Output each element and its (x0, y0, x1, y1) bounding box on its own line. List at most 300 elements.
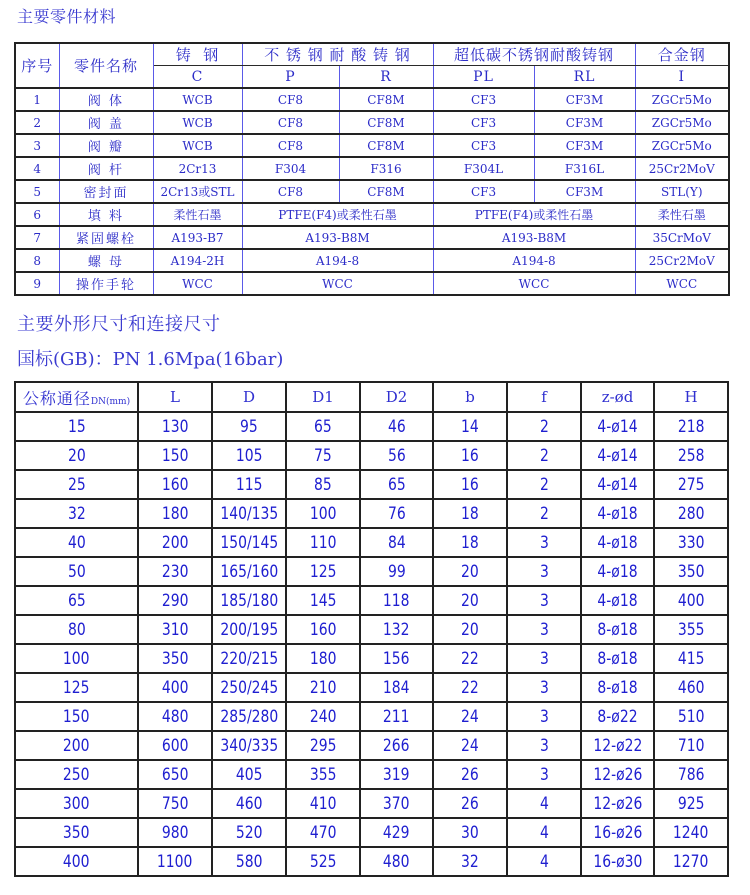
cell-value: 400 (63, 851, 90, 872)
cell-h (654, 760, 728, 789)
dimensions-table-row (15, 557, 728, 586)
cell-bolt-holes (581, 470, 654, 499)
header-l: L (138, 382, 212, 412)
cell-value: 400 (677, 590, 705, 611)
cell-value: 200/195 (220, 619, 278, 640)
cell-c: A194-2H (153, 249, 242, 272)
cell-value: 156 (383, 648, 410, 669)
cell-value: 330 (677, 532, 705, 553)
cell-value: 32 (461, 851, 479, 872)
row-part-name: 操作手轮 (59, 272, 153, 295)
cell-i: ZGCr5Mo (635, 134, 729, 157)
cell-dn (15, 499, 138, 528)
cell-d2 (360, 557, 433, 586)
cell-l (138, 760, 212, 789)
cell-d1 (286, 499, 360, 528)
cell-f (507, 847, 581, 876)
cell-value: 40 (67, 532, 86, 553)
cell-rl: F316L (534, 157, 635, 180)
cell-d (212, 673, 286, 702)
nominal-diameter-unit: DN(mm) (90, 396, 131, 407)
cell-value: 980 (161, 822, 189, 843)
cell-value: 786 (677, 764, 705, 785)
cell-d2 (360, 499, 433, 528)
cell-pl-rl: WCC (433, 272, 635, 295)
dimensions-table-row (15, 441, 728, 470)
cell-value: 165/160 (220, 561, 278, 582)
cell-pl-rl: A193-B8M (433, 226, 635, 249)
materials-table-row (15, 249, 729, 272)
cell-value: 400 (161, 677, 189, 698)
cell-value: 355 (677, 619, 705, 640)
cell-d2 (360, 731, 433, 760)
cell-i: 柔性石墨 (635, 203, 729, 226)
cell-value: 240 (309, 706, 337, 727)
cell-f (507, 441, 581, 470)
header-code-c: C (153, 66, 242, 89)
cell-value: 160 (161, 474, 189, 495)
cell-f (507, 528, 581, 557)
cell-i: ZGCr5Mo (635, 88, 729, 111)
cell-value: 280 (677, 503, 705, 524)
cell-value: 710 (677, 735, 705, 756)
cell-value: 95 (240, 416, 258, 437)
row-part-name: 紧固螺栓 (59, 226, 153, 249)
cell-d1 (286, 847, 360, 876)
cell-value: 180 (309, 648, 337, 669)
cell-value: 480 (383, 851, 410, 872)
cell-l (138, 586, 212, 615)
cell-d (212, 441, 286, 470)
cell-d1 (286, 441, 360, 470)
cell-b (433, 499, 507, 528)
cell-rl: CF3M (534, 180, 635, 203)
cell-i: 25Cr2MoV (635, 249, 729, 272)
cell-pl: CF3 (433, 88, 534, 111)
cell-l (138, 412, 212, 441)
cell-d2 (360, 412, 433, 441)
cell-value: 18 (461, 532, 479, 553)
cell-value: 16 (461, 474, 479, 495)
cell-r: CF8M (339, 111, 433, 134)
cell-value: 20 (461, 619, 479, 640)
cell-value: 3 (539, 677, 549, 698)
cell-value: 258 (677, 445, 705, 466)
cell-pl: CF3 (433, 111, 534, 134)
cell-value: 118 (383, 590, 410, 611)
cell-d (212, 789, 286, 818)
cell-value: 4-ø14 (597, 445, 638, 466)
cell-value: 4 (539, 851, 549, 872)
cell-d (212, 499, 286, 528)
cell-value: 14 (461, 416, 479, 437)
cell-dn (15, 412, 138, 441)
cell-d (212, 702, 286, 731)
cell-l (138, 499, 212, 528)
cell-b (433, 731, 507, 760)
cell-f (507, 818, 581, 847)
cell-value: 20 (461, 590, 479, 611)
cell-d1 (286, 615, 360, 644)
cell-value: 200 (161, 532, 189, 553)
cell-value: 8-ø22 (597, 706, 638, 727)
cell-value: 429 (383, 822, 410, 843)
row-part-name: 阀 体 (59, 88, 153, 111)
cell-d (212, 470, 286, 499)
cell-value: 350 (161, 648, 189, 669)
cell-b (433, 760, 507, 789)
cell-h (654, 470, 728, 499)
cell-value: 285/280 (220, 706, 278, 727)
cell-value: 46 (387, 416, 406, 437)
cell-value: 480 (161, 706, 189, 727)
cell-bolt-holes (581, 528, 654, 557)
cell-l (138, 702, 212, 731)
cell-f (507, 586, 581, 615)
cell-b (433, 412, 507, 441)
cell-l (138, 528, 212, 557)
cell-d2 (360, 470, 433, 499)
cell-bolt-holes (581, 847, 654, 876)
cell-value: 65 (387, 474, 406, 495)
cell-value: 25 (67, 474, 86, 495)
cell-d1 (286, 789, 360, 818)
cell-bolt-holes (581, 412, 654, 441)
cell-value: 26 (461, 793, 479, 814)
header-bolt-holes: z-ød (581, 382, 654, 412)
cell-value: 12-ø26 (592, 793, 643, 814)
materials-table-row (15, 203, 729, 226)
cell-value: 145 (309, 590, 337, 611)
cell-value: 184 (383, 677, 410, 698)
cell-value: 580 (235, 851, 263, 872)
cell-p: CF8 (242, 88, 339, 111)
cell-f (507, 557, 581, 586)
dimensions-header-row (15, 382, 728, 412)
cell-p: CF8 (242, 111, 339, 134)
cell-pl-rl: PTFE(F4)或柔性石墨 (433, 203, 635, 226)
cell-l (138, 470, 212, 499)
cell-value: 65 (67, 590, 86, 611)
cell-d2 (360, 789, 433, 818)
cell-bolt-holes (581, 673, 654, 702)
row-index: 2 (15, 111, 59, 134)
cell-value: 8-ø18 (597, 619, 638, 640)
cell-value: 415 (677, 648, 705, 669)
cell-value: 2 (539, 474, 549, 495)
cell-h (654, 528, 728, 557)
cell-p: F304 (242, 157, 339, 180)
materials-table-row (15, 157, 729, 180)
cell-dn (15, 760, 138, 789)
cell-value: 230 (161, 561, 189, 582)
cell-h (654, 644, 728, 673)
cell-h (654, 789, 728, 818)
row-index: 9 (15, 272, 59, 295)
cell-d (212, 557, 286, 586)
cell-c: A193-B7 (153, 226, 242, 249)
cell-c: 2Cr13或STL (153, 180, 242, 203)
dimensions-table-row (15, 847, 728, 876)
cell-value: 3 (539, 735, 549, 756)
dimensions-table-row (15, 470, 728, 499)
materials-table-row (15, 134, 729, 157)
cell-value: 410 (309, 793, 337, 814)
cell-h (654, 499, 728, 528)
cell-b (433, 702, 507, 731)
cell-pl: F304L (433, 157, 534, 180)
cell-bolt-holes (581, 818, 654, 847)
cell-b (433, 586, 507, 615)
cell-value: 3 (539, 532, 549, 553)
header-b: b (433, 382, 507, 412)
cell-pl: CF3 (433, 180, 534, 203)
cell-d2 (360, 673, 433, 702)
cell-c: 2Cr13 (153, 157, 242, 180)
cell-value: 24 (461, 735, 479, 756)
cell-i: WCC (635, 272, 729, 295)
cell-d (212, 760, 286, 789)
cell-value: 211 (383, 706, 410, 727)
cell-p: CF8 (242, 180, 339, 203)
materials-header-row (15, 43, 729, 66)
row-index: 6 (15, 203, 59, 226)
cell-dn (15, 441, 138, 470)
cell-p-r: A193-B8M (242, 226, 433, 249)
cell-value: 132 (383, 619, 410, 640)
cell-f (507, 789, 581, 818)
cell-value: 4 (539, 822, 549, 843)
cell-d (212, 731, 286, 760)
cell-value: 218 (677, 416, 705, 437)
cell-p: CF8 (242, 134, 339, 157)
cell-value: 2 (539, 503, 549, 524)
cell-d (212, 818, 286, 847)
cell-l (138, 673, 212, 702)
cell-d1 (286, 644, 360, 673)
cell-d2 (360, 818, 433, 847)
cell-l (138, 644, 212, 673)
header-d2: D2 (360, 382, 433, 412)
cell-r: CF8M (339, 134, 433, 157)
cell-h (654, 586, 728, 615)
cell-value: 266 (383, 735, 410, 756)
cell-value: 85 (314, 474, 332, 495)
cell-f (507, 412, 581, 441)
cell-d1 (286, 557, 360, 586)
cell-d2 (360, 702, 433, 731)
cell-b (433, 789, 507, 818)
cell-value: 2 (539, 445, 549, 466)
cell-dn (15, 847, 138, 876)
cell-b (433, 470, 507, 499)
cell-d1 (286, 412, 360, 441)
cell-value: 4-ø18 (597, 590, 638, 611)
header-group-ultra-low-carbon-stainless: 超低碳不锈钢耐酸铸钢 (433, 43, 635, 66)
cell-value: 525 (309, 851, 337, 872)
cell-value: 355 (309, 764, 337, 785)
cell-value: 3 (539, 706, 549, 727)
cell-c: WCB (153, 88, 242, 111)
header-h: H (654, 382, 728, 412)
cell-value: 20 (67, 445, 86, 466)
cell-d2 (360, 528, 433, 557)
row-part-name: 密封面 (59, 180, 153, 203)
header-part-name: 零件名称 (59, 43, 153, 88)
header-nominal-diameter (15, 382, 138, 412)
cell-value: 370 (383, 793, 410, 814)
cell-dn (15, 615, 138, 644)
cell-rl: CF3M (534, 134, 635, 157)
cell-value: 125 (309, 561, 337, 582)
row-index: 7 (15, 226, 59, 249)
cell-value: 115 (235, 474, 263, 495)
cell-value: 3 (539, 619, 549, 640)
cell-h (654, 412, 728, 441)
pressure-standard-label: 国标(GB)：PN 1.6Mpa(16bar) (17, 349, 284, 370)
cell-value: 3 (539, 561, 549, 582)
nominal-diameter-label: 公称通径 (22, 388, 91, 408)
cell-value: 4 (539, 793, 549, 814)
cell-h (654, 673, 728, 702)
cell-p-r: PTFE(F4)或柔性石墨 (242, 203, 433, 226)
cell-f (507, 499, 581, 528)
cell-value: 65 (314, 416, 332, 437)
cell-c: WCB (153, 134, 242, 157)
materials-table-row (15, 272, 729, 295)
cell-i: STL(Y) (635, 180, 729, 203)
cell-value: 100 (63, 648, 90, 669)
dimensions-table-row (15, 673, 728, 702)
materials-table-row (15, 226, 729, 249)
cell-value: 220/215 (220, 648, 278, 669)
cell-value: 470 (309, 822, 337, 843)
cell-r: F316 (339, 157, 433, 180)
cell-d2 (360, 644, 433, 673)
cell-d1 (286, 586, 360, 615)
cell-d2 (360, 847, 433, 876)
row-index: 8 (15, 249, 59, 272)
cell-rl: CF3M (534, 111, 635, 134)
cell-value: 2 (539, 416, 549, 437)
cell-b (433, 557, 507, 586)
cell-d (212, 615, 286, 644)
cell-pl-rl: A194-8 (433, 249, 635, 272)
cell-value: 1270 (673, 851, 709, 872)
cell-value: 310 (161, 619, 189, 640)
cell-value: 4-ø18 (597, 532, 638, 553)
cell-f (507, 615, 581, 644)
cell-value: 130 (161, 416, 189, 437)
header-code-i: I (635, 66, 729, 89)
cell-b (433, 818, 507, 847)
cell-value: 56 (387, 445, 406, 466)
cell-dn (15, 789, 138, 818)
row-index: 4 (15, 157, 59, 180)
header-code-rl: RL (534, 66, 635, 89)
cell-c: WCC (153, 272, 242, 295)
header-group-cast-steel: 铸 钢 (153, 43, 242, 66)
header-f: f (507, 382, 581, 412)
cell-l (138, 847, 212, 876)
cell-d2 (360, 441, 433, 470)
cell-c: 柔性石墨 (153, 203, 242, 226)
header-index: 序号 (15, 43, 59, 88)
cell-value: 160 (309, 619, 337, 640)
cell-bolt-holes (581, 557, 654, 586)
row-part-name: 阀 杆 (59, 157, 153, 180)
dimensions-table (14, 381, 729, 877)
cell-r: CF8M (339, 180, 433, 203)
row-index: 3 (15, 134, 59, 157)
header-d1: D1 (286, 382, 360, 412)
cell-i: 35CrMoV (635, 226, 729, 249)
dimensions-table-row (15, 760, 728, 789)
cell-f (507, 731, 581, 760)
dimensions-table-row (15, 528, 728, 557)
cell-h (654, 818, 728, 847)
cell-bolt-holes (581, 760, 654, 789)
cell-h (654, 615, 728, 644)
cell-bolt-holes (581, 644, 654, 673)
cell-value: 30 (461, 822, 479, 843)
header-group-alloy-steel: 合金钢 (635, 43, 729, 66)
cell-l (138, 441, 212, 470)
header-code-p: P (242, 66, 339, 89)
cell-value: 185/180 (220, 590, 278, 611)
cell-d1 (286, 528, 360, 557)
cell-f (507, 673, 581, 702)
cell-bolt-holes (581, 731, 654, 760)
cell-dn (15, 818, 138, 847)
cell-value: 250/245 (220, 677, 278, 698)
materials-table (14, 42, 730, 296)
cell-f (507, 702, 581, 731)
cell-value: 24 (461, 706, 479, 727)
cell-value: 15 (67, 416, 86, 437)
cell-b (433, 847, 507, 876)
cell-value: 650 (161, 764, 189, 785)
cell-c: WCB (153, 111, 242, 134)
cell-value: 295 (309, 735, 337, 756)
cell-d2 (360, 760, 433, 789)
cell-p-r: A194-8 (242, 249, 433, 272)
cell-p-r: WCC (242, 272, 433, 295)
cell-value: 4-ø18 (597, 503, 638, 524)
cell-value: 3 (539, 590, 549, 611)
cell-d2 (360, 586, 433, 615)
cell-value: 150 (161, 445, 189, 466)
cell-value: 275 (677, 474, 705, 495)
cell-value: 350 (677, 561, 705, 582)
cell-value: 510 (677, 706, 705, 727)
cell-value: 140/135 (220, 503, 278, 524)
cell-pl: CF3 (433, 134, 534, 157)
cell-bolt-holes (581, 499, 654, 528)
cell-dn (15, 644, 138, 673)
cell-value: 99 (387, 561, 406, 582)
cell-b (433, 615, 507, 644)
cell-dn (15, 557, 138, 586)
cell-value: 110 (309, 532, 337, 553)
cell-value: 180 (161, 503, 189, 524)
dimensions-table-row (15, 702, 728, 731)
dimensions-table-row (15, 586, 728, 615)
cell-l (138, 731, 212, 760)
cell-h (654, 557, 728, 586)
row-index: 5 (15, 180, 59, 203)
cell-bolt-holes (581, 615, 654, 644)
